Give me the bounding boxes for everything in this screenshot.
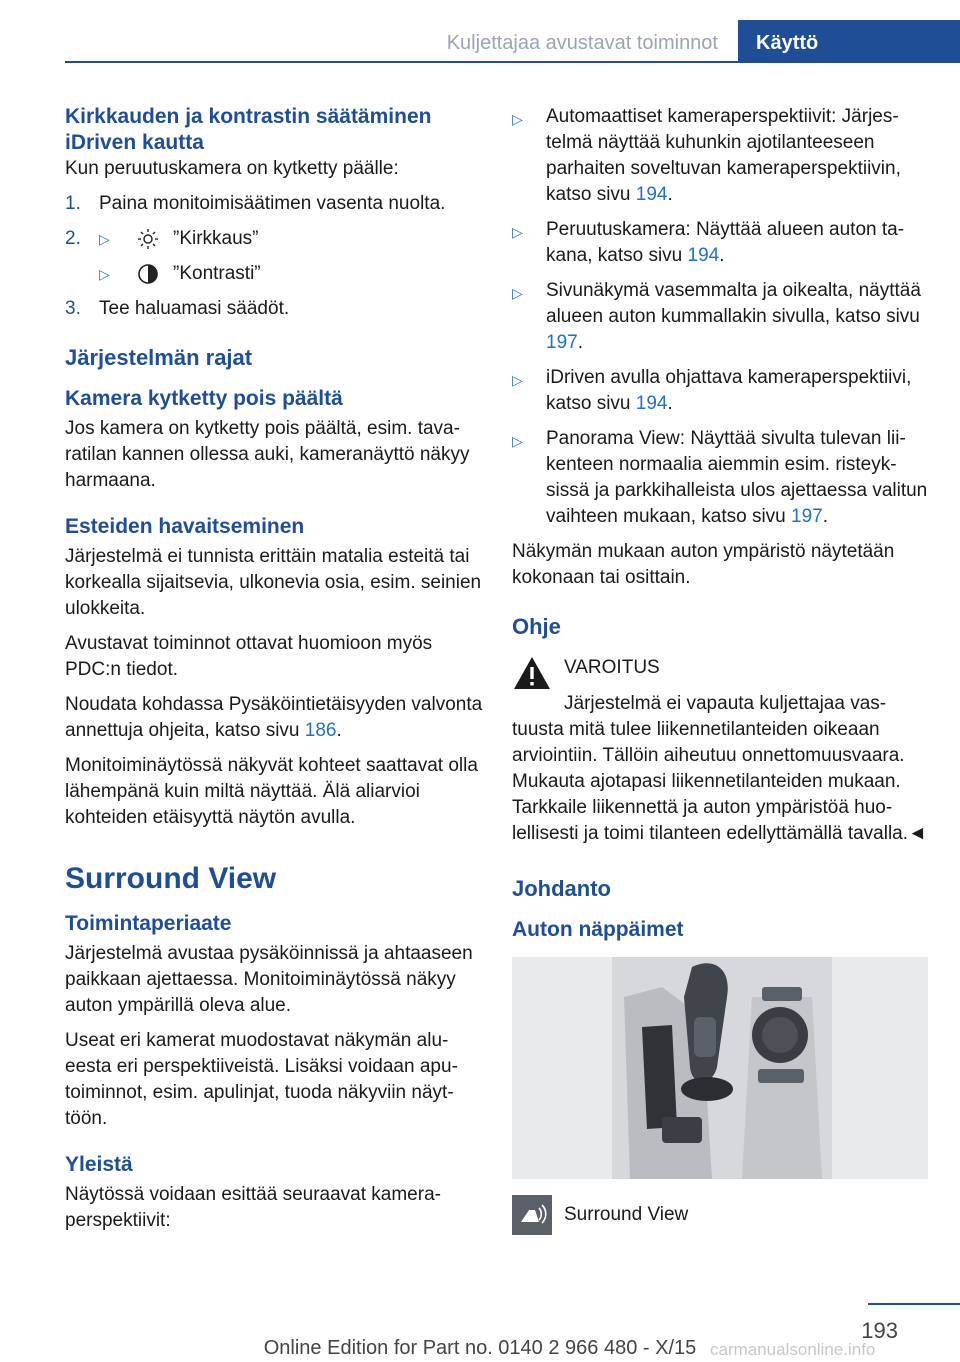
paragraph xyxy=(65,692,483,744)
heading-limits: Järjestelmän rajat xyxy=(65,345,253,370)
contrast-icon xyxy=(137,263,159,285)
page-header xyxy=(0,0,960,62)
triangle-bullet-icon: ▷ xyxy=(512,285,523,301)
heading-principle: Toimintaperiaate xyxy=(65,912,232,935)
list-item xyxy=(512,278,930,356)
paragraph: Kun peruutuskamera on kytketty päälle: xyxy=(65,158,399,179)
page-link[interactable]: 194 xyxy=(635,393,668,414)
section-title: Kuljettajaa avustavat toiminnot xyxy=(446,32,718,54)
bullet-text: Automaattiset kameraperspektiivit: Järjestelmä näyttää kuhunkin ajotilanteeseen parhaiten soveltuvan kameraperspektiivin, katso sivu xyxy=(546,106,901,205)
paragraph: Monitoiminäytössä näkyvät kohteet saattavat olla lähempänä kuin miltä näyttää. Älä aliarvioi kohteiden etäisyyttä näytön avulla. xyxy=(65,755,478,828)
list-item xyxy=(512,104,930,208)
console-photo xyxy=(512,957,928,1179)
list-item xyxy=(512,426,930,530)
left-column xyxy=(65,104,483,1243)
list-item xyxy=(65,296,483,322)
brightness-icon xyxy=(137,228,159,250)
heading-general: Yleistä xyxy=(65,1153,133,1176)
bullet-text: Sivunäkymä vasemmalta ja oikealta, näyttää alueen auton kummallakin sivulla, katso sivu xyxy=(546,280,921,327)
triangle-bullet-icon: ▷ xyxy=(512,372,523,388)
text-run: . xyxy=(577,332,583,353)
step-text: Tee haluamasi säädöt. xyxy=(99,298,290,319)
step-number: 1. xyxy=(65,193,81,214)
heading-note: Ohje xyxy=(512,614,561,639)
bullet-text: iDriven avulla ohjattava kameraperspektiivi, katso sivu xyxy=(546,367,912,414)
text-run: . xyxy=(667,393,673,414)
right-column xyxy=(512,104,930,1235)
watermark: carmanualsonline.info xyxy=(710,1340,876,1359)
list-item xyxy=(512,365,930,417)
warning-icon xyxy=(512,655,552,691)
list-item xyxy=(512,217,930,269)
heading-camera-off: Kamera kytketty pois päältä xyxy=(65,387,343,410)
list-item xyxy=(65,226,483,252)
page-link[interactable]: 194 xyxy=(635,184,668,205)
surround-view-label: Surround View xyxy=(564,1204,689,1225)
heading-brightness: Kirkkauden ja kontrastin säätäminen iDriven kautta xyxy=(65,105,432,154)
page-link[interactable]: 197 xyxy=(546,332,578,353)
surround-view-row xyxy=(512,1195,930,1235)
bullet-text: Panorama View: Näyttää sivulta tulevan liikenteen normaalia aiemmin esim. risteyksissä ja parkkihalleista ulos ajettaessa valitun vaihteen mukaan, katso sivu xyxy=(546,428,928,527)
triangle-bullet-icon: ▷ xyxy=(512,111,523,127)
heading-obstacles: Esteiden havaitseminen xyxy=(65,515,305,538)
triangle-bullet-icon: ▷ xyxy=(512,224,523,240)
warning-box xyxy=(512,655,930,691)
paragraph: Jos kamera on kytketty pois päältä, esim. tavaratilan kannen ollessa auki, kameranäyttö näkyy harmaana. xyxy=(65,418,470,491)
list-item xyxy=(65,191,483,217)
header-rule xyxy=(65,61,960,63)
paragraph: Järjestelmä ei tunnista erittäin matalia esteitä tai korkealla sijaitsevia, ulkonevia osia, esim. seinien ulokkeita. xyxy=(65,546,482,619)
footer-rule xyxy=(868,1303,960,1305)
text-run: . xyxy=(822,506,829,527)
page-link[interactable]: 197 xyxy=(791,506,823,527)
heading-intro: Johdanto xyxy=(512,876,611,901)
step-text: ”Kontrasti” xyxy=(173,263,261,284)
text-run: . xyxy=(336,720,342,741)
triangle-bullet-icon: ▷ xyxy=(512,433,523,449)
text-run: Noudata kohdassa Pysäköintietäisyyden valvonta annettuja ohjeita, katso sivu xyxy=(65,694,483,741)
step-number: 2. xyxy=(65,228,81,249)
chapter-tab xyxy=(738,20,960,62)
step-number: 3. xyxy=(65,298,81,319)
surround-view-icon xyxy=(512,1195,552,1235)
page-number: 193 xyxy=(861,1318,898,1343)
paragraph: Näytössä voidaan esittää seuraavat kameraperspektiivit: xyxy=(65,1184,441,1231)
triangle-bullet-icon: ▷ xyxy=(99,266,110,282)
paragraph: Useat eri kamerat muodostavat näkymän alueesta eri perspektiiveistä. Lisäksi voidaan aputoiminnot, esim. apulinjat, tuoda näkyviin näyttöön. xyxy=(65,1030,458,1129)
paragraph: Avustavat toiminnot ottavat huomioon myös PDC:n tiedot. xyxy=(65,633,433,680)
warning-title: VAROITUS xyxy=(564,657,660,678)
page-link[interactable]: 194 xyxy=(687,245,720,266)
heading-buttons: Auton näppäimet xyxy=(512,918,684,941)
paragraph: Järjestelmä avustaa pysäköinnissä ja ahtaaseen paikkaan ajettaessa. Monitoiminäytössä näkyy auton ympärillä oleva alue. xyxy=(65,943,473,1016)
text-run: . xyxy=(719,245,725,266)
text-run: . xyxy=(667,184,673,205)
step-text: ”Kirkkaus” xyxy=(173,228,259,249)
edition-line: Online Edition for Part no. 0140 2 966 480 - X/15 xyxy=(263,1337,697,1359)
step-text: Paina monitoimisäätimen vasenta nuolta. xyxy=(99,193,446,214)
heading-surround-view: Surround View xyxy=(65,862,277,895)
paragraph: Näkymän mukaan auton ympäristö näytetään kokonaan tai osittain. xyxy=(512,541,895,588)
warning-text: Järjestelmä ei vapauta kuljettajaa vastuusta mitä tulee liikennetilanteiden oikeaan arviointiin. Tällöin aiheutuu onnettomuusvaara. Mukauta ajotapasi liikennetilanteiden mukaan. Tarkkaile liikennettä ja auton ympäristöä huolellisesti ja toimi tilanteen edellyttämällä tavalla.◄ xyxy=(512,693,927,844)
bullet-text: Peruutuskamera: Näyttää alueen auton takana, katso sivu xyxy=(546,219,905,266)
page-link[interactable]: 186 xyxy=(304,720,337,741)
console-illustration xyxy=(512,957,928,1179)
list-item xyxy=(65,261,483,287)
triangle-bullet-icon: ▷ xyxy=(99,231,110,247)
chapter-tab-label: Käyttö xyxy=(756,32,819,54)
